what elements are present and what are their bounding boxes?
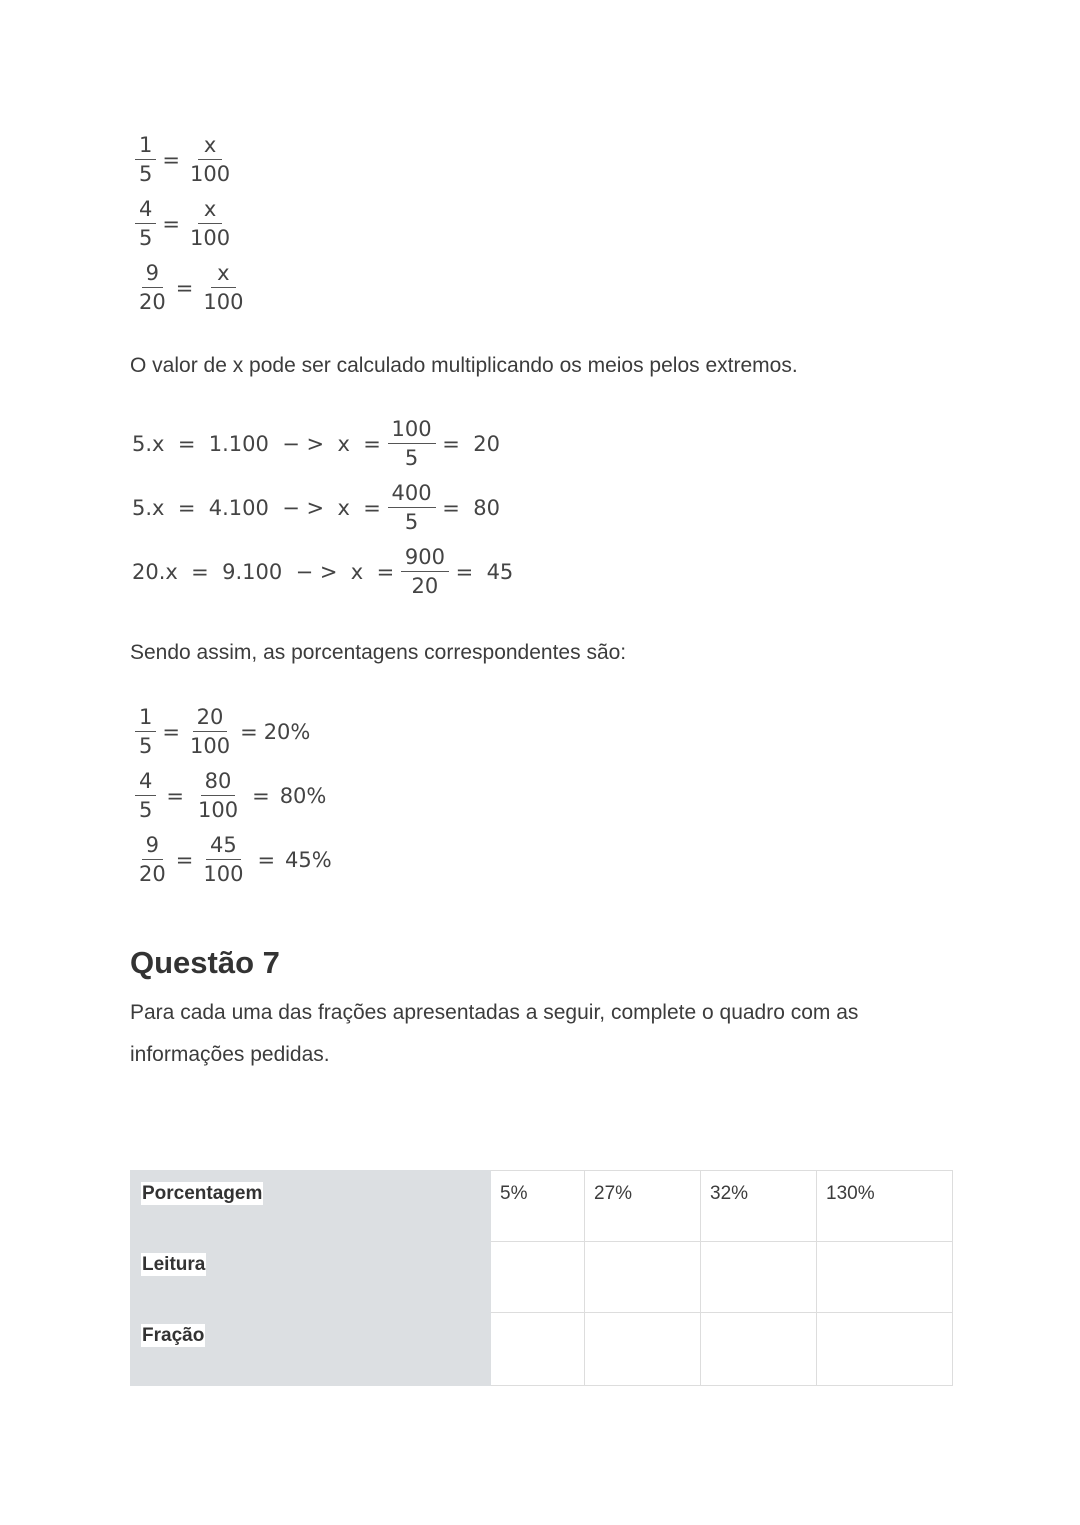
fraction: $\frac{400}{5}$: [388, 483, 436, 533]
equals-sign: =: [166, 784, 184, 808]
fraction: $\frac{9}{20}$: [139, 833, 166, 886]
equals-sign: =: [175, 276, 194, 300]
row-label-cell: [131, 1171, 491, 1242]
table-cell: [701, 1242, 817, 1313]
percentage-row: [135, 828, 332, 892]
fraction: $\frac{900}{20}$: [401, 547, 449, 597]
fraction: $\frac{9}{20}$: [139, 261, 166, 314]
table-row-leitura: [131, 1242, 953, 1313]
equals-sign: =: [162, 212, 180, 236]
fraction: $\frac{x}{100}$: [189, 133, 231, 186]
equals-sign: =: [162, 720, 180, 744]
equals-sign: =: [240, 720, 258, 744]
equals-sign: =: [162, 148, 180, 172]
table-cell: [701, 1313, 817, 1386]
row-label: Porcentagem: [142, 1183, 263, 1204]
calculation-result: = 80: [435, 496, 500, 520]
percentage-row: [135, 764, 332, 828]
table-cell: [491, 1242, 585, 1313]
equals-sign: =: [257, 848, 276, 872]
row-label-cell: [131, 1313, 491, 1386]
question-prompt: [130, 992, 858, 1076]
table-cell: 32%: [701, 1171, 817, 1242]
proportion-row: [135, 192, 247, 256]
percentage-result: 45%: [285, 848, 332, 872]
conclusion-paragraph: Sendo assim, as porcentagens correspondentes são:: [130, 641, 627, 664]
table-row-porcentagem: [131, 1171, 953, 1242]
fraction: $\frac{80}{100}$: [197, 769, 239, 822]
calculation-lhs: 5.x = 4.100 − > x =: [132, 496, 388, 520]
fraction: $\frac{4}{5}$: [135, 199, 156, 249]
calculation-result: = 20: [435, 432, 500, 456]
fraction: $\frac{4}{5}$: [135, 771, 156, 821]
fraction: $\frac{1}{5}$: [135, 135, 156, 185]
percentage-row: [135, 700, 332, 764]
table-row-fracao: [131, 1313, 953, 1386]
percentage-table: [130, 1170, 953, 1386]
explanation-paragraph: O valor de x pode ser calculado multiplicando os meios pelos extremos.: [130, 354, 798, 377]
fraction: $\frac{20}{100}$: [189, 705, 231, 758]
proportion-row: [135, 128, 247, 192]
question-prompt-line: informações pedidas.: [130, 1043, 330, 1066]
percentage-result: 20%: [263, 720, 311, 744]
equals-sign: =: [175, 848, 194, 872]
calculation-row: [132, 412, 513, 476]
fraction: $\frac{1}{5}$: [135, 707, 156, 757]
calculation-lhs: 5.x = 1.100 − > x =: [132, 432, 388, 456]
calculation-row: [132, 476, 513, 540]
table-cell: 130%: [817, 1171, 953, 1242]
table-cell: [817, 1313, 953, 1386]
row-label-cell: [131, 1242, 491, 1313]
row-label: Fração: [142, 1325, 205, 1346]
fraction: $\frac{100}{5}$: [388, 419, 436, 469]
fraction: $\frac{x}{100}$: [189, 197, 231, 250]
table-cell: [817, 1242, 953, 1313]
table-cell: 5%: [491, 1171, 585, 1242]
calculation-result: = 45: [448, 560, 514, 584]
question-prompt-line: Para cada uma das frações apresentadas a seguir, complete o quadro com as: [130, 1001, 859, 1024]
calculation-lhs: 20.x = 9.100 − > x =: [132, 560, 401, 584]
table-cell: [491, 1313, 585, 1386]
percentage-result: 80%: [279, 784, 327, 808]
table-cell: [585, 1242, 701, 1313]
table-cell: 27%: [585, 1171, 701, 1242]
question-title: Questão 7: [130, 945, 280, 980]
proportions-block: [135, 128, 247, 320]
percentages-block: [135, 700, 332, 892]
table-cell: [585, 1313, 701, 1386]
equals-sign: =: [252, 784, 270, 808]
fraction: $\frac{x}{100}$: [203, 261, 244, 314]
row-label: Leitura: [142, 1254, 206, 1275]
calculation-row: [132, 540, 513, 604]
proportion-row: [135, 256, 247, 320]
fraction: $\frac{45}{100}$: [203, 833, 244, 886]
cross-multiplication-block: [132, 412, 513, 604]
